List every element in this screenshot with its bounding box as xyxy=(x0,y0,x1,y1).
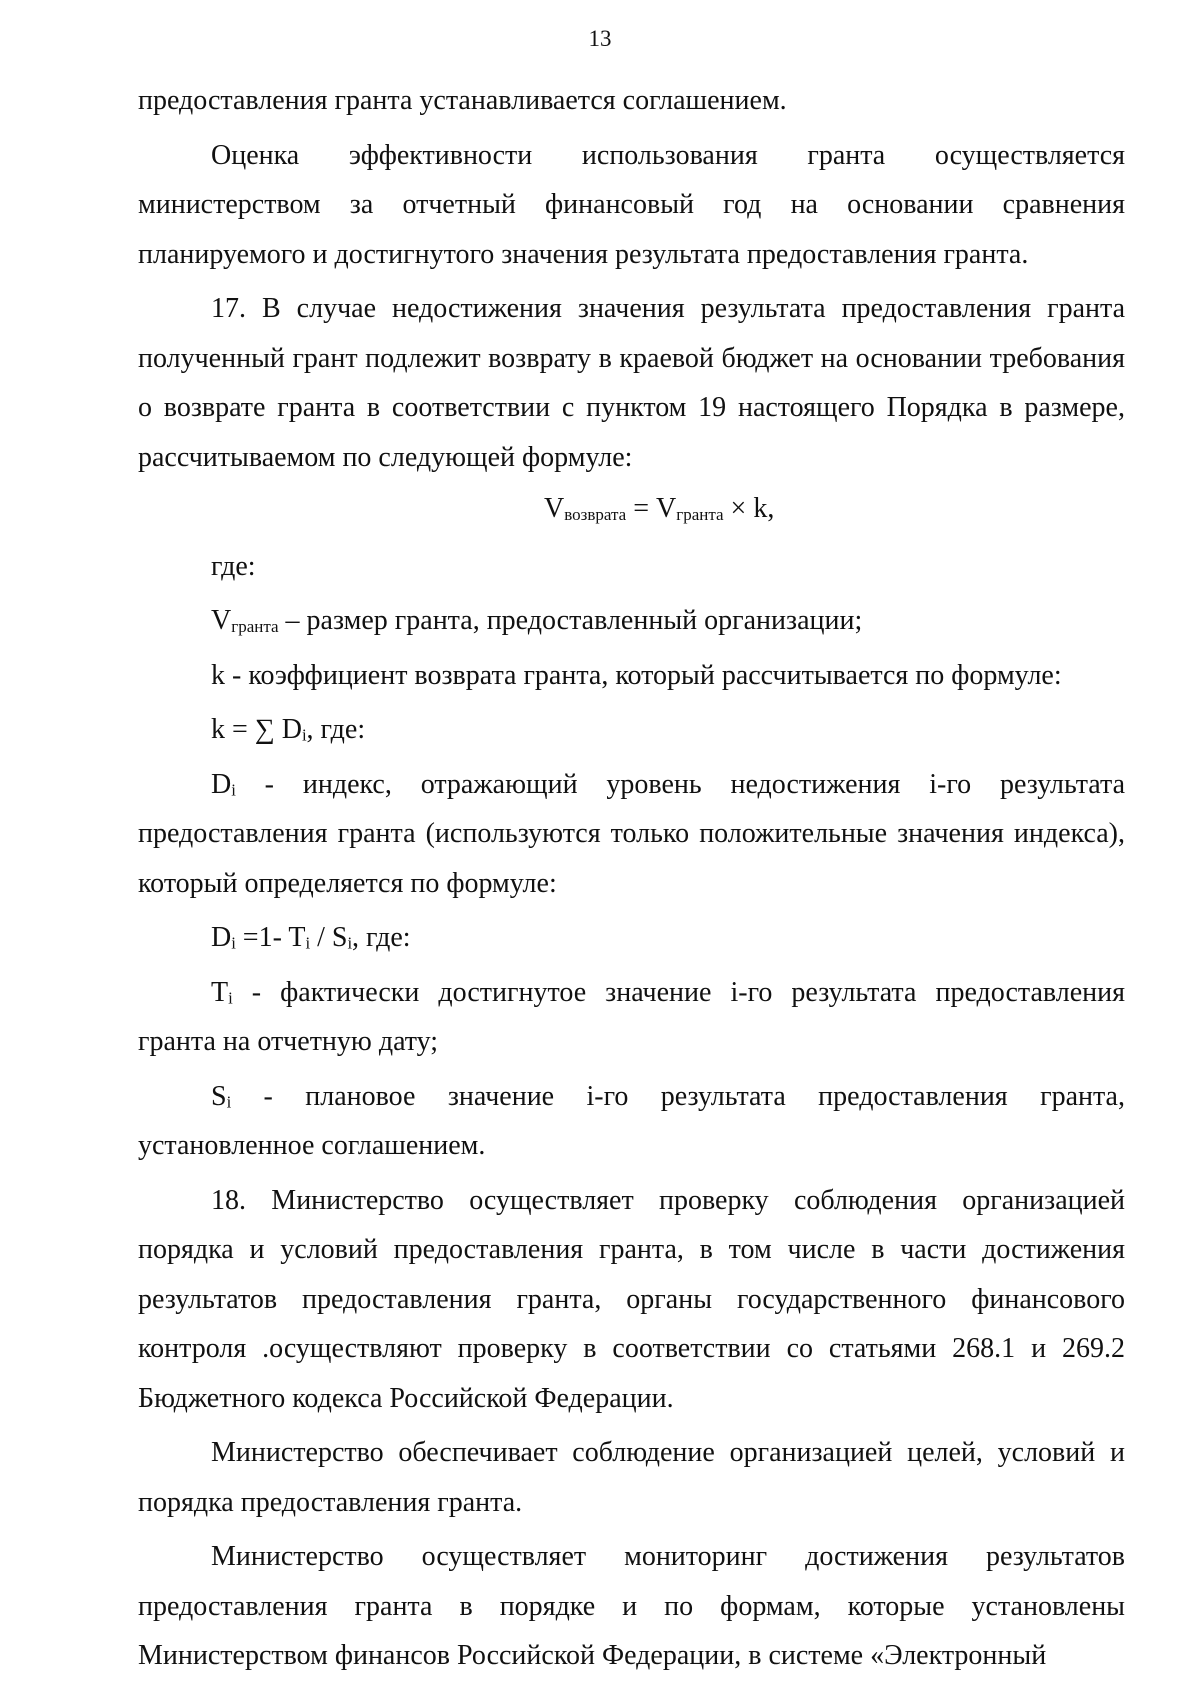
formula-equals: = xyxy=(626,493,656,524)
formula-v-symbol-2: V xyxy=(655,493,677,524)
di-formula: Dᵢ =1- Tᵢ / Sᵢ, где: xyxy=(211,922,411,953)
formula-v-symbol: V xyxy=(544,493,565,524)
v-grant-definition xyxy=(138,596,1125,646)
paragraph-ministry-ensures: Министерство обеспечивает соблюдение организацией целей, условий и порядка предоставления гранта. xyxy=(138,1437,1125,1518)
si-definition: Sᵢ - плановое значение i-го результата предоставления гранта, установленное соглашением. xyxy=(138,1080,1125,1161)
page-number: 13 xyxy=(588,26,612,51)
ti-definition: Tᵢ - фактически достигнутое значение i-го результата предоставления гранта на отчетную дату; xyxy=(138,976,1125,1057)
k-formula: k = ∑ Dᵢ, где: xyxy=(211,714,366,745)
where-label: где: xyxy=(211,550,256,582)
formula-sub-return: возврата xyxy=(564,505,627,524)
paragraph-ministry-monitoring: Министерство осуществляет мониторинг достижения результатов предоставления гранта в порядке и по формам, которые установлены Министерством финансов Российской Федерации, в системе «Электронный xyxy=(138,1541,1125,1671)
paragraph-evaluation: Оценка эффективности использования гранта осуществляется министерством за отчетный финансовый год на основании сравнения планируемого и достигнутого значения результата предоставления гранта. xyxy=(138,139,1125,270)
document-body xyxy=(138,76,1125,1681)
paragraph-intro: предоставления гранта устанавливается соглашением. xyxy=(138,85,787,116)
v-grant-sub: гранта xyxy=(231,617,279,636)
v-grant-symbol: V xyxy=(211,605,232,636)
v-grant-text: – размер гранта, предоставленный организации; xyxy=(278,605,863,636)
formula-times-k: × k, xyxy=(723,493,775,524)
return-formula xyxy=(138,484,1125,534)
paragraph-17: 17. В случае недостижения значения результата предоставления гранта полученный грант подлежит возврату в краевой бюджет на основании требования о возврате гранта в соответствии с пунктом 19 настоящего Порядка в размере, рассчитываемом по следующей формуле: xyxy=(138,293,1125,473)
paragraph-18: 18. Министерство осуществляет проверку соблюдения организацией порядка и условий предоставления гранта, в том числе в части достижения результатов предоставления гранта, органы государственного финансового контроля .осуществляют проверку в соответствии со статьями 268.1 и 269.2 Бюджетного кодекса Российской Федерации. xyxy=(138,1184,1125,1414)
di-definition: Dᵢ - индекс, отражающий уровень недостижения i-го результата предоставления гранта (используются только положительные значения индекса), который определяется по формуле: xyxy=(138,768,1125,899)
k-definition: k - коэффициент возврата гранта, который рассчитывается по формуле: xyxy=(211,659,1062,691)
formula-sub-grant: гранта xyxy=(676,505,724,524)
